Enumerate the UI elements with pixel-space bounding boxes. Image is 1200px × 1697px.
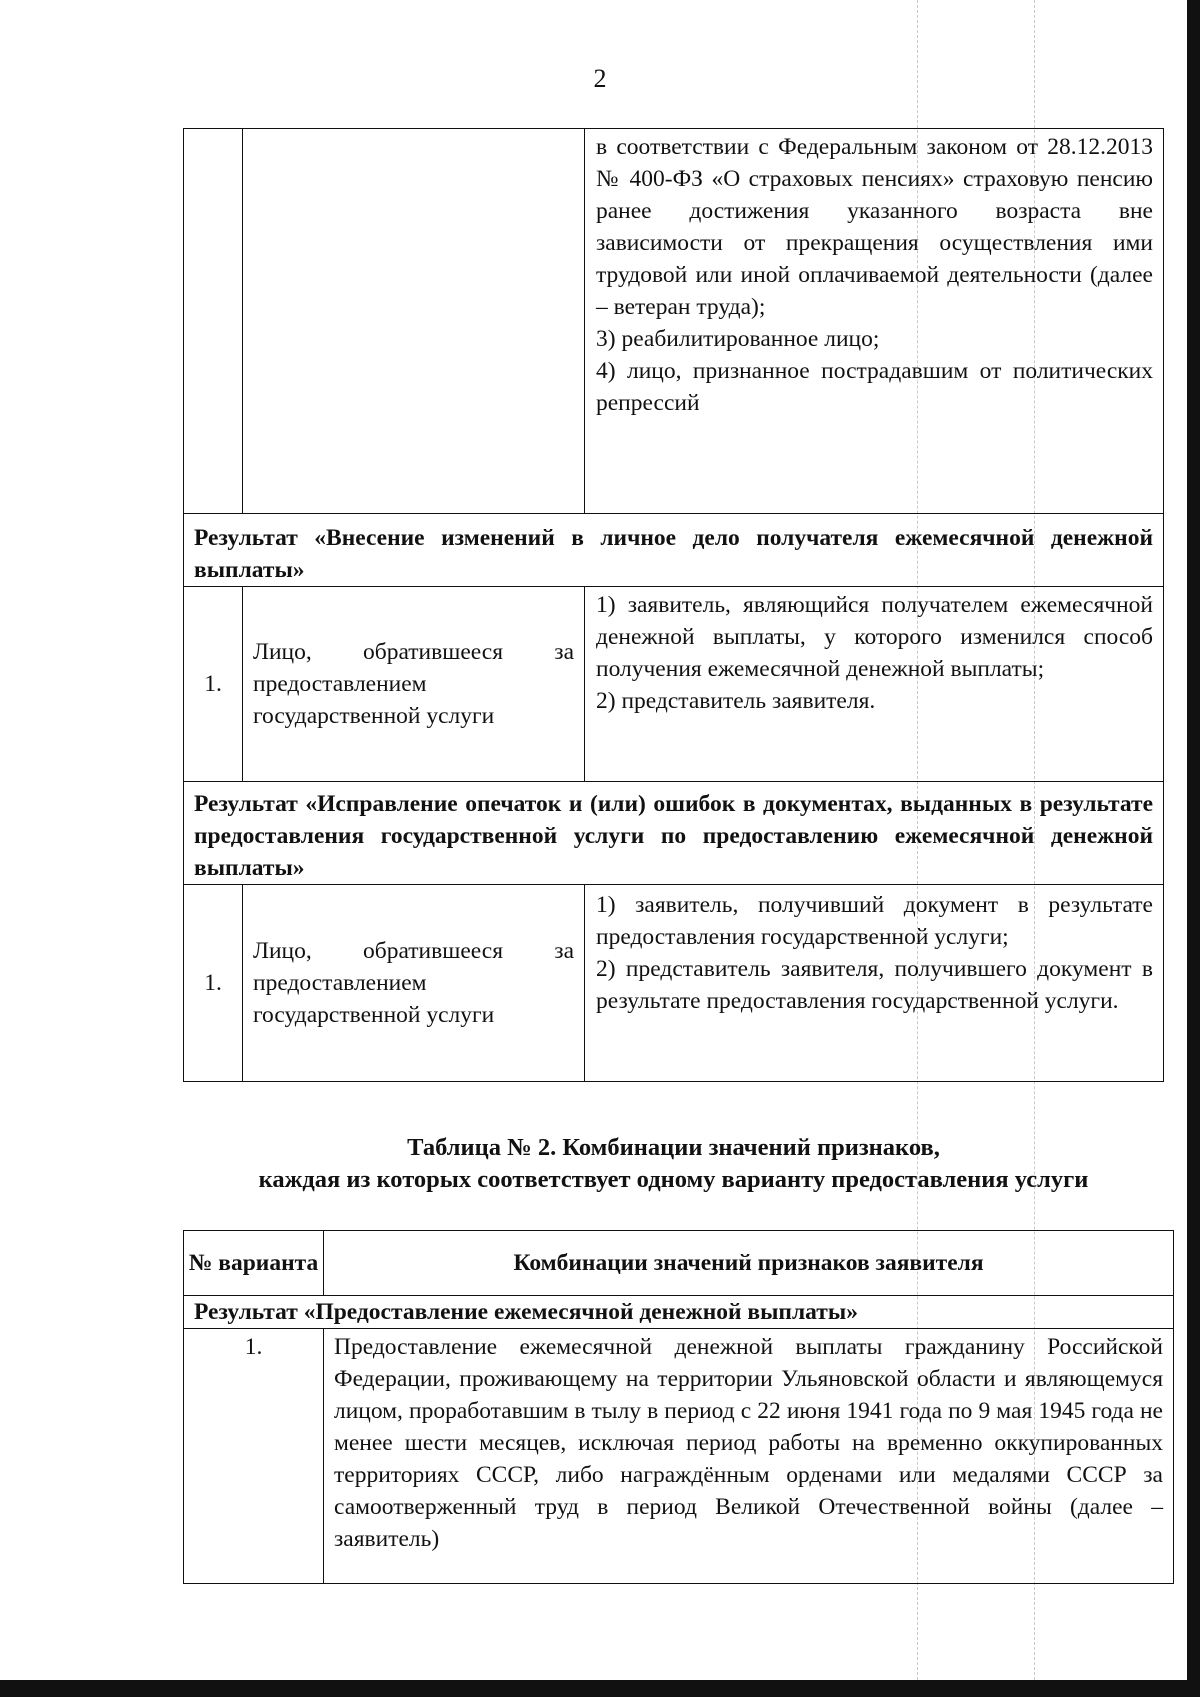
category-item: 1) заявитель, получивший документ в результате предоставления государственной услуги;: [596, 892, 1153, 950]
scan-border-right: [1187, 0, 1200, 1697]
column-header-combinations: Комбинации значений признаков заявителя: [324, 1231, 1174, 1296]
category-item: 2) представитель заявителя.: [596, 688, 876, 714]
applicant-type-cell: Лицо, обратившееся за предоставлением государственной услуги: [243, 885, 585, 1082]
category-item: 2) представитель заявителя, получившего документ в результате предоставления государственной услуги.: [596, 956, 1153, 1014]
result-header-row: [184, 514, 1164, 587]
applicant-categories-cell: [585, 129, 1164, 514]
table-row: [184, 885, 1164, 1082]
table-2-title: [183, 1132, 1164, 1196]
result-header-row: [184, 782, 1164, 885]
variant-number: 1.: [184, 1329, 324, 1584]
table-row: [184, 587, 1164, 782]
table-header-row: [184, 1231, 1174, 1296]
category-item: 3) реабилитированное лицо;: [596, 326, 880, 352]
variant-combination-text: Предоставление ежемесячной денежной выплаты гражданину Российской Федерации, проживающему на территории Ульяновской области и являющемуся лицом, проработавшим в тылу в период с 22 июня 1941 года по 9 мая 1945 года не менее шести месяцев, исключая период работы на временно оккупированных территориях СССР, либо награждённым орденами или медалями СССР за самоотверженный труд в период Великой Отечественной войны (далее – заявитель): [324, 1329, 1174, 1584]
table-row: [184, 129, 1164, 514]
page-number: 2: [593, 64, 607, 93]
row-number: [184, 129, 243, 514]
table-2-title-line: Таблица № 2. Комбинации значений признаков,: [407, 1134, 940, 1161]
variant-combinations-table: [183, 1230, 1174, 1584]
result-heading: Результат «Предоставление ежемесячной денежной выплаты»: [184, 1296, 1174, 1329]
result-heading: Результат «Исправление опечаток и (или) ошибок в документах, выданных в результате предоставления государственной услуги по предоставлению ежемесячной денежной выплаты»: [184, 782, 1164, 885]
table-2-title-line: каждая из которых соответствует одному варианту предоставления услуги: [258, 1166, 1089, 1193]
applicant-type-cell: [243, 129, 585, 514]
applicant-categories-table: [183, 128, 1164, 1082]
applicant-categories-cell: [585, 587, 1164, 782]
applicant-type-cell: Лицо, обратившееся за предоставлением государственной услуги: [243, 587, 585, 782]
row-number: 1.: [184, 587, 243, 782]
applicant-categories-cell: [585, 885, 1164, 1082]
category-item: 1) заявитель, являющийся получателем ежемесячной денежной выплаты, у которого изменился способ получения ежемесячной денежной выплаты;: [596, 592, 1153, 682]
category-item: в соответствии с Федеральным законом от 28.12.2013 № 400-ФЗ «О страховых пенсиях» страховую пенсию ранее достижения указанного возраста вне зависимости от прекращения осуществления ими трудовой или иной оплачиваемой деятельности (далее – ветеран труда);: [596, 134, 1153, 320]
result-heading: Результат «Внесение изменений в личное дело получателя ежемесячной денежной выплаты»: [184, 514, 1164, 587]
result-header-row: [184, 1296, 1174, 1329]
scan-border-bottom: [0, 1680, 1200, 1697]
column-header-variant-number: № варианта: [184, 1231, 324, 1296]
table-row: [184, 1329, 1174, 1584]
category-item: 4) лицо, признанное пострадавшим от политических репрессий: [596, 358, 1153, 416]
row-number: 1.: [184, 885, 243, 1082]
